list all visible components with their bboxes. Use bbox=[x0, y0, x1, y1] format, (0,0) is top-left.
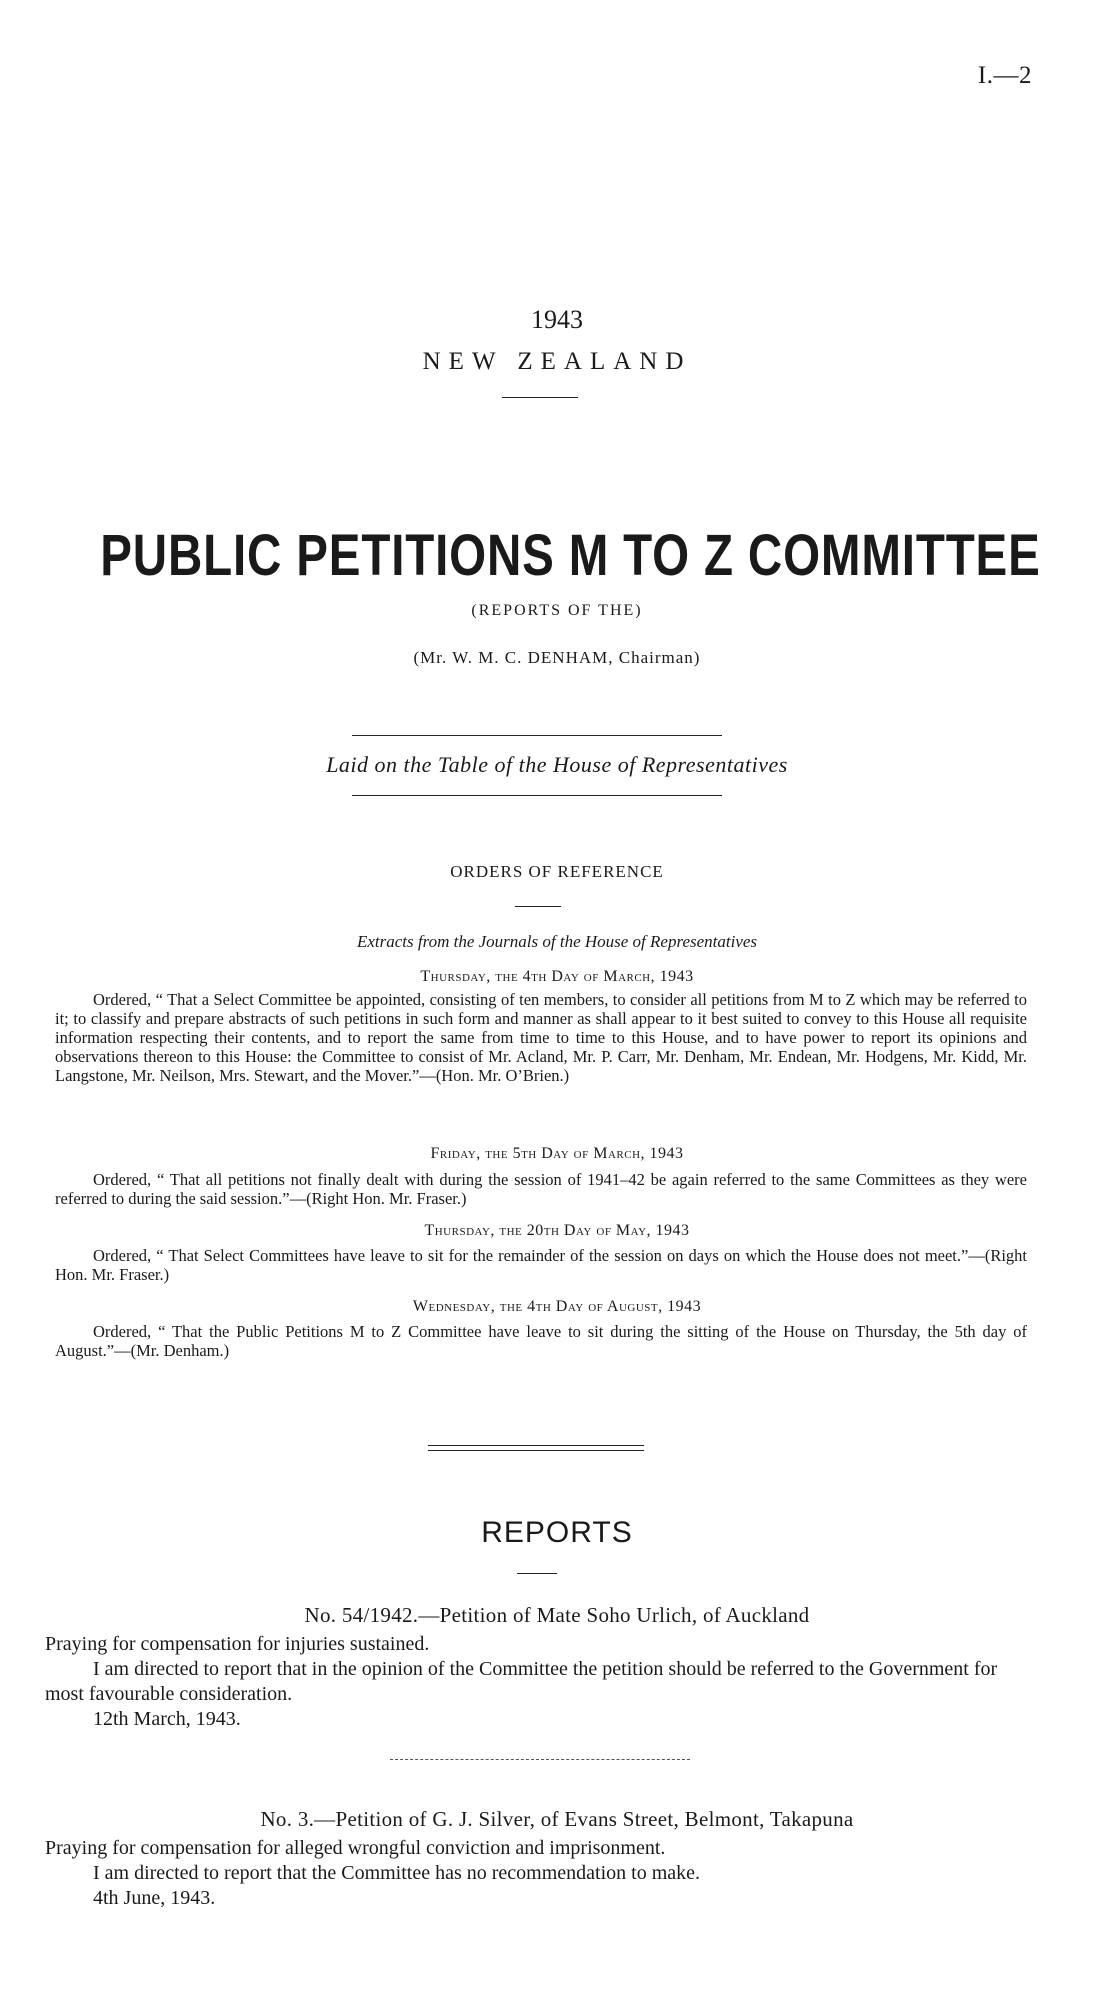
page-title: PUBLIC PETITIONS M TO Z COMMITTEE bbox=[100, 523, 1041, 588]
order-text: Ordered, “ That all petitions not finally dealt with during the session of 1941–42 be again referred to the same Committees as they were referred to during the said session.”—(Right Hon. Mr. Fraser.) bbox=[55, 1170, 1027, 1208]
order-text: Ordered, “ That a Select Committee be appointed, consisting of ten members, to consider all petitions from M to Z which may be referred to it; to classify and prepare abstracts of such petitions in such form and manner as shall appear to it best suited to convey to this House all requisite information respecting their contents, and to report the same from time to time to this House, and to have power to report its opinions and observations thereon to this House: the Committee to consist of Mr. Acland, Mr. P. Carr, Mr. Denham, Mr. Endean, Mr. Hodgens, Mr. Kidd, Mr. Langstone, Mr. Neilson, Mrs. Stewart, and the Mover.”—(Hon. Mr. O’Brien.) bbox=[55, 990, 1027, 1085]
order-date: Wednesday, the 4th Day of August, 1943 bbox=[412, 1298, 702, 1315]
order-date: Thursday, the 4th Day of March, 1943 bbox=[420, 968, 694, 985]
petition-title: No. 54/1942.—Petition of Mate Soho Urlich, of Auckland bbox=[304, 1603, 810, 1627]
laid-top-rule bbox=[352, 735, 722, 736]
order-text: Ordered, “ That Select Committees have leave to sit for the remainder of the session on days on which the House does not meet.”—(Right Hon. Mr. Fraser.) bbox=[55, 1246, 1027, 1284]
laid-on-table: Laid on the Table of the House of Representatives bbox=[326, 752, 788, 777]
petition-date: 4th June, 1943. bbox=[93, 1887, 216, 1909]
laid-bottom-rule bbox=[352, 795, 722, 796]
chairman-line: (Mr. W. M. C. DENHAM, Chairman) bbox=[413, 648, 701, 667]
page-identifier: I.—2 bbox=[977, 62, 1032, 89]
petition-date: 12th March, 1943. bbox=[93, 1708, 241, 1730]
document-year: 1943 bbox=[531, 305, 583, 334]
order-date: Friday, the 5th Day of March, 1943 bbox=[430, 1145, 684, 1162]
petition-report: I am directed to report that the Committee has no recommendation to make. bbox=[93, 1862, 701, 1884]
petition-body bbox=[45, 1836, 1025, 1911]
petition-body bbox=[45, 1632, 1025, 1732]
subtitle: (REPORTS OF THE) bbox=[471, 602, 643, 619]
petition-divider bbox=[390, 1759, 690, 1760]
petition-title: No. 3.—Petition of G. J. Silver, of Evans Street, Belmont, Takapuna bbox=[260, 1807, 854, 1831]
order-text: Ordered, “ That the Public Petitions M to Z Committee have leave to sit during the sitting of the House on Thursday, the 5th day of August.”—(Mr. Denham.) bbox=[55, 1322, 1027, 1360]
petition-praying: Praying for compensation for alleged wrongful conviction and imprisonment. bbox=[45, 1837, 666, 1859]
section-divider bbox=[428, 1450, 644, 1451]
order-date: Thursday, the 20th Day of May, 1943 bbox=[424, 1222, 690, 1239]
section-divider bbox=[428, 1445, 644, 1446]
reports-divider bbox=[517, 1573, 557, 1574]
country-heading: NEW ZEALAND bbox=[422, 348, 692, 375]
title-divider bbox=[502, 397, 578, 398]
orders-of-reference-heading: ORDERS OF REFERENCE bbox=[450, 862, 664, 881]
orders-divider bbox=[515, 906, 561, 907]
petition-praying: Praying for compensation for injuries sustained. bbox=[45, 1633, 430, 1655]
reports-heading: REPORTS bbox=[481, 1516, 633, 1549]
petition-report: I am directed to report that in the opinion of the Committee the petition should be referred to the Government for most favourable consideration. bbox=[45, 1658, 998, 1705]
extracts-heading: Extracts from the Journals of the House of Representatives bbox=[356, 932, 758, 951]
